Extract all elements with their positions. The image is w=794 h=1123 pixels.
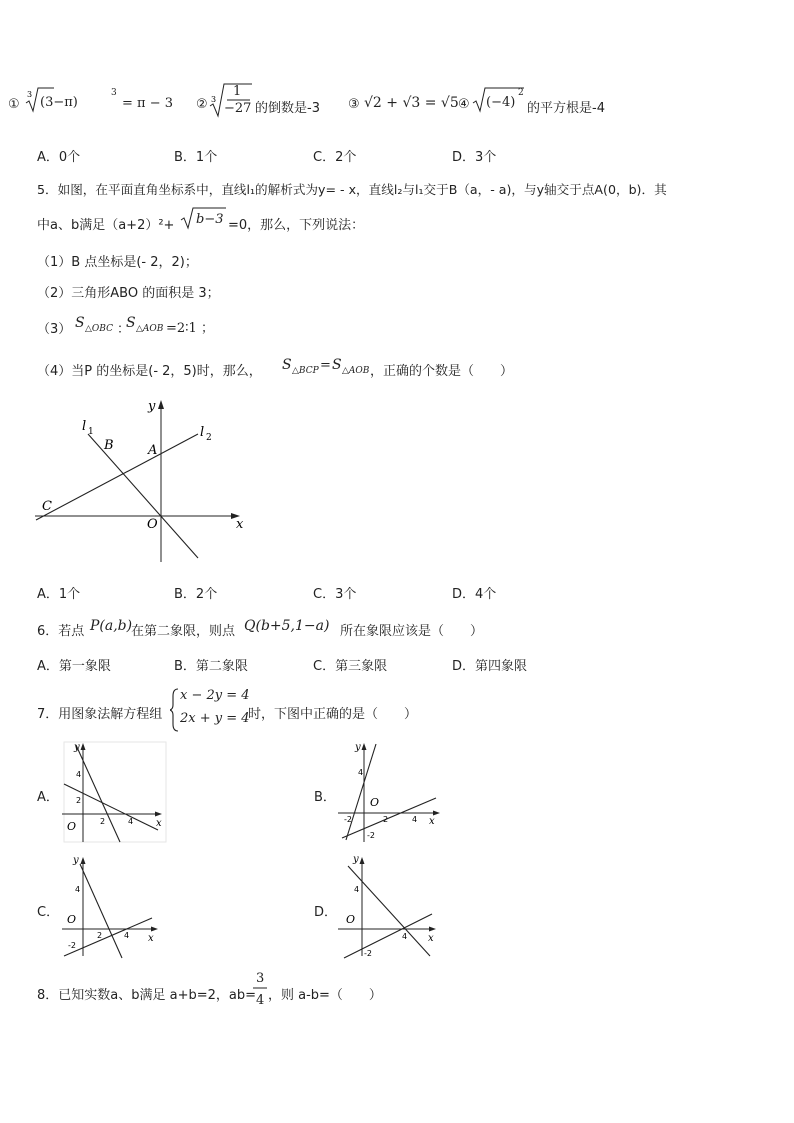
q8-text-end: ，则 a-b=（ ） — [268, 988, 382, 1003]
svg-text:-2: -2 — [68, 941, 76, 950]
point-B: B — [104, 438, 114, 453]
q5-line2-start: 中a、b满足（a+2）²+ — [37, 218, 175, 233]
origin-O: O — [147, 517, 158, 532]
q4-num-2: 1 — [233, 84, 242, 99]
q6-point-P: P(a,b) — [90, 618, 133, 634]
q4-tail-2: 的倒数是-3 — [255, 101, 320, 116]
q8-text-start: 8．已知实数a、b满足 a+b=2，ab= — [37, 988, 257, 1003]
q5-s3-prefix: （3） — [37, 322, 72, 337]
q5-option-a[interactable]: A．1个 — [37, 587, 81, 602]
svg-text:-2: -2 — [367, 831, 375, 840]
q5-s3-sub1: △OBC — [85, 324, 113, 334]
q7-graph-d[interactable] — [336, 852, 446, 960]
q5-sqrt-expr: b−3 — [196, 212, 224, 227]
q7-text-start: 7．用图象法解方程组 — [37, 707, 163, 722]
q5-s4-prefix: （4）当P 的坐标是(- 2，5)时，那么， — [37, 364, 262, 379]
q7-graph-a[interactable] — [58, 740, 168, 844]
svg-text:y: y — [353, 854, 359, 865]
q5-s3-S2: S — [126, 315, 136, 331]
point-C: C — [42, 499, 52, 514]
q7-text-end: 时，下图中正确的是（ ） — [248, 707, 418, 722]
q5-s4-eq: = — [320, 358, 331, 373]
q4-exp-4: 2 — [518, 88, 524, 98]
q4-option-c[interactable]: C．2个 — [313, 150, 357, 165]
y-label: y — [148, 399, 156, 414]
q5-s3-colon: ： — [117, 322, 131, 337]
svg-text:3: 3 — [27, 90, 33, 99]
q8-fraction-num: 3 — [256, 971, 265, 986]
q7-brace — [170, 688, 180, 732]
q7-graph-c[interactable] — [58, 852, 168, 960]
svg-text:y: y — [73, 855, 79, 866]
q8-fraction-bar — [253, 987, 267, 989]
q4-expr-1: (3−π) — [40, 95, 78, 110]
q5-s4-S2: S — [332, 357, 342, 373]
q4-option-a[interactable]: A．0个 — [37, 150, 81, 165]
svg-text:2: 2 — [383, 815, 389, 824]
q5-option-b[interactable]: B．2个 — [174, 587, 218, 602]
svg-text:4: 4 — [412, 815, 418, 824]
q4-tail-4: 的平方根是-4 — [527, 101, 605, 116]
q5-s3-ratio: =2∶1 ； — [166, 321, 214, 336]
q4-exp-1: 3 — [111, 88, 117, 98]
q5-s3-sub2: △AOB — [136, 324, 164, 334]
q5-s4-sub1: △BCP — [292, 366, 319, 376]
svg-text:2: 2 — [76, 796, 82, 805]
svg-text:O: O — [370, 796, 380, 809]
svg-text:x: x — [428, 933, 434, 944]
q6-option-c[interactable]: C．第三象限 — [313, 659, 388, 674]
svg-text:O: O — [67, 913, 77, 926]
l1-sub: 1 — [88, 427, 94, 437]
svg-text:3: 3 — [211, 95, 217, 104]
svg-text:2: 2 — [100, 817, 106, 826]
svg-text:2: 2 — [97, 931, 103, 940]
svg-text:4: 4 — [354, 885, 360, 894]
q5-question-line1: 5．如图，在平面直角坐标系中，直线l₁的解析式为y= - x，直线l₂与l₁交于B（a，- a)，与y轴交于点A(0，b)．其 — [37, 182, 667, 197]
svg-text:-2: -2 — [364, 949, 372, 958]
svg-text:x: x — [429, 816, 435, 827]
q7-equation-2: 2x + y = 4 — [180, 711, 250, 726]
svg-text:x: x — [156, 818, 162, 829]
q6-text-end: 所在象限应该是（ ） — [340, 624, 484, 639]
l2-label: l — [200, 425, 205, 440]
svg-text:y: y — [355, 742, 361, 753]
l2-sub: 2 — [206, 433, 212, 443]
point-A: A — [148, 443, 158, 458]
q7-option-b-label[interactable]: B． — [314, 790, 336, 805]
q5-option-d[interactable]: D．4个 — [452, 587, 497, 602]
q8-fraction-den: 4 — [256, 993, 265, 1008]
x-label: x — [236, 517, 244, 532]
q5-s3-S1: S — [75, 315, 85, 331]
svg-text:y: y — [74, 742, 80, 753]
q4-den-2: −27 — [224, 101, 252, 116]
q5-option-c[interactable]: C．3个 — [313, 587, 357, 602]
line-l2 — [36, 434, 198, 520]
q7-graph-b[interactable] — [336, 740, 446, 844]
q4-mark-2: ② — [196, 97, 208, 112]
q5-s4-S1: S — [282, 357, 292, 373]
q4-mark-1: ① — [8, 97, 20, 112]
q7-equation-1: x − 2y = 4 — [180, 688, 250, 703]
q5-s4-suffix: ，正确的个数是（ ） — [370, 364, 514, 379]
y-axis-arrow — [158, 400, 164, 409]
svg-text:-2: -2 — [344, 815, 352, 824]
q6-option-d[interactable]: D．第四象限 — [452, 659, 528, 674]
q6-option-a[interactable]: A．第一象限 — [37, 659, 111, 674]
q6-point-Q: Q(b+5,1−a) — [244, 618, 330, 634]
q6-text-mid: 在第二象限，则点 — [131, 624, 236, 639]
q6-text-start: 6．若点 — [37, 624, 85, 639]
svg-text:O: O — [67, 820, 77, 833]
q4-option-d[interactable]: D．3个 — [452, 150, 497, 165]
q4-rhs-1: = π − 3 — [122, 96, 173, 111]
q4-mark-4: ④ — [458, 97, 470, 112]
q4-expr-4: (−4) — [486, 95, 516, 110]
q5-statement-1: （1）B 点坐标是(- 2，2)； — [37, 255, 198, 270]
q6-option-b[interactable]: B．第二象限 — [174, 659, 248, 674]
svg-text:4: 4 — [358, 768, 364, 777]
q5-line2-end: =0，那么，下列说法： — [228, 218, 365, 233]
q4-expr-3: √2 + √3 = √5 — [364, 95, 459, 111]
svg-text:O: O — [346, 913, 356, 926]
q7-option-a-label[interactable]: A． — [37, 790, 59, 805]
l1-label: l — [82, 419, 87, 434]
q5-coordinate-figure — [30, 392, 255, 572]
svg-text:4: 4 — [402, 932, 408, 941]
svg-text:4: 4 — [75, 885, 81, 894]
svg-text:4: 4 — [124, 931, 130, 940]
q7-option-d-label[interactable]: D． — [314, 905, 338, 920]
svg-text:4: 4 — [76, 770, 82, 779]
q7-option-c-label[interactable]: C． — [37, 905, 60, 920]
svg-text:x: x — [148, 933, 154, 944]
svg-text:4: 4 — [128, 817, 134, 826]
q5-statement-2: （2）三角形ABO 的面积是 3； — [37, 286, 220, 301]
q4-mark-3: ③ — [348, 97, 360, 112]
q4-option-b[interactable]: B．1个 — [174, 150, 218, 165]
q5-s4-sub2: △AOB — [342, 366, 370, 376]
